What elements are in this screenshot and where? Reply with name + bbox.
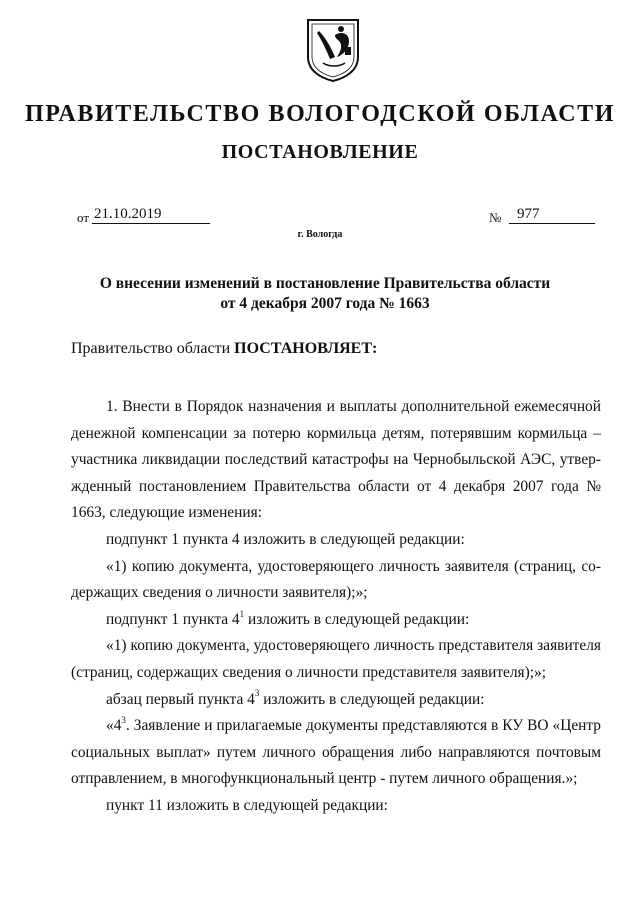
paragraph-6-tail: изложить в следующей редакции: — [259, 690, 485, 708]
document-subject — [95, 274, 555, 314]
paragraph-6-sup: 3 — [254, 688, 260, 699]
paragraph-5: «1) копию документа, удостоверяющего личность представителя заявителя (страниц, содержащих сведения о личности представителя заявителя);»; — [71, 637, 601, 681]
date-prefix: от — [77, 210, 90, 225]
paragraph-6 — [71, 687, 601, 714]
paragraph-4-sup: 1 — [239, 608, 245, 619]
document-date: 21.10.2019 — [92, 205, 210, 224]
subject-line-2: от 4 декабря 2007 года № 1663 — [220, 295, 430, 312]
paragraph-7-text: «4 — [106, 717, 122, 735]
number-prefix: № — [489, 210, 502, 225]
paragraph-4-text: подпункт 1 пункта 4 — [106, 610, 240, 628]
paragraph-2: подпункт 1 пункта 4 изложить в следующей редакции: — [106, 530, 465, 548]
paragraph-3: «1) копию документа, удостоверяющего личность заявителя (страниц, содержащих сведения о личности заявителя);»; — [71, 557, 601, 602]
resolves-line — [71, 340, 377, 358]
paragraph-8: пункт 11 изложить в следующей редакции: — [106, 796, 388, 814]
document-body — [71, 394, 601, 820]
paragraph-7-tail: . Заявление и прилагаемые документы представляются в КУ ВО «Центр социальных выплат» путем личного обращения либо направляются почтовым отправлением, в многофункциональный центр - путем личного обращения.»; — [71, 717, 601, 788]
resolves-keyword: ПОСТАНОВЛЯЕТ: — [234, 340, 378, 357]
paragraph-4-tail: изложить в следующей редакции: — [244, 610, 470, 628]
city-label: г. Вологда — [297, 229, 343, 240]
subject-line-1: О внесении изменений в постановление Правительства области — [99, 275, 551, 292]
paragraph-6-text: абзац первый пункта 4 — [106, 690, 255, 708]
resolves-prefix: Правительство области — [71, 340, 235, 357]
paragraph-4 — [71, 607, 601, 634]
coat-of-arms-icon — [305, 17, 361, 83]
paragraph-1: 1. Внести в Порядок назначения и выплаты дополнительной ежемесячной денежной компенсации за потерю кормильца детям, потерявшим кормильца – участника ликвидации последствий катастрофы на Чернобыльской АЭС, утвержденный постановлением Правительства области от 4 декабря 2007 года № 1663, следующие изменения: — [71, 398, 601, 522]
paragraph-7 — [71, 713, 601, 793]
organization-title: ПРАВИТЕЛЬСТВО ВОЛОГОДСКОЙ ОБЛАСТИ — [24, 101, 616, 127]
document-type-title: ПОСТАНОВЛЕНИЕ — [221, 141, 419, 163]
document-number: 977 — [509, 205, 595, 224]
paragraph-7-sup: 3 — [121, 715, 126, 725]
